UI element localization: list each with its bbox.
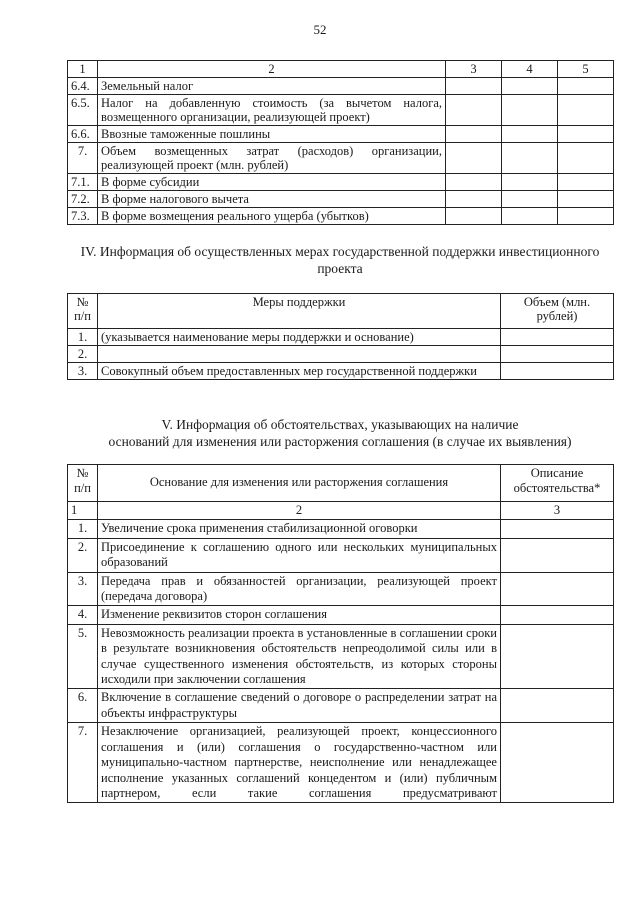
- col-header: 5: [558, 61, 614, 78]
- row-text: Увеличение срока применения стабилизационной оговорки: [98, 520, 501, 538]
- basis-header: Основание для изменения или расторжения соглашения: [98, 465, 501, 502]
- row-text: Совокупный объем предоставленных мер государственной поддержки: [98, 363, 501, 380]
- row-number: 7.: [68, 723, 98, 803]
- table-row: [68, 363, 614, 380]
- table-header-row: [68, 294, 614, 329]
- volume-header: Объем (млн.: [523, 295, 591, 309]
- row-text: В форме налогового вычета: [98, 191, 446, 208]
- col-header: 4: [502, 61, 558, 78]
- table-row: [68, 624, 614, 689]
- num-header: №: [76, 295, 89, 309]
- table-row: [68, 606, 614, 624]
- col-header: 1: [68, 61, 98, 78]
- col-number: 1: [68, 502, 98, 520]
- row-number: 3.: [68, 572, 98, 606]
- table-row: [68, 78, 614, 95]
- row-number: 1.: [68, 329, 98, 346]
- table-row: [68, 572, 614, 606]
- description-header: обстоятельства*: [513, 481, 601, 496]
- section-4-title-line: IV. Информация об осуществленных мерах государственной поддержки инвестиционного: [80, 244, 600, 259]
- num-header: п/п: [74, 481, 91, 496]
- row-number: 5.: [68, 624, 98, 689]
- row-text: Незаключение организацией, реализующей проект, концессионного соглашения и (или) соглашения о государственно-частном или муниципально-частном партнерстве, неисполнение или ненадлежащее исполнение указанных соглашений концедентом и (или) публичным партнером, если такие соглашения предусматривают: [98, 723, 501, 803]
- row-text: Объем возмещенных затрат (расходов) организации, реализующей проект (млн. рублей): [98, 143, 446, 174]
- row-text: Невозможность реализации проекта в установленные в соглашении сроки в результате возникновения обстоятельств непреодолимой силы или в случае существенного изменения обстоятельств, из которых стороны исходили при заключении соглашения: [98, 624, 501, 689]
- row-number: 2.: [68, 538, 98, 572]
- table-row: [68, 174, 614, 191]
- row-text: Налог на добавленную стоимость (за вычетом налога, возмещенного организации, реализующей проект): [98, 95, 446, 126]
- col-header: 3: [446, 61, 502, 78]
- section-5-title-line: оснований для изменения или расторжения соглашения (в случае их выявления): [108, 434, 572, 449]
- row-text: В форме возмещения реального ущерба (убытков): [98, 208, 446, 225]
- table-row: [68, 126, 614, 143]
- section-5-title-line: V. Информация об обстоятельствах, указывающих на наличие: [161, 417, 519, 432]
- num-header: №: [76, 466, 89, 480]
- row-text: Присоединение к соглашению одного или нескольких муниципальных образований: [98, 538, 501, 572]
- row-number: 4.: [68, 606, 98, 624]
- row-number: 6.: [68, 689, 98, 723]
- support-measures-table: [67, 293, 614, 380]
- volume-header: рублей): [536, 309, 578, 323]
- row-number: 7.: [68, 143, 98, 174]
- section-4-heading: [60, 243, 620, 277]
- row-number: 6.6.: [68, 126, 98, 143]
- row-text: Земельный налог: [98, 78, 446, 95]
- row-text: Передача прав и обязанностей организации, реализующей проект (передача договора): [98, 572, 501, 606]
- row-text: Ввозные таможенные пошлины: [98, 126, 446, 143]
- table-row: [68, 95, 614, 126]
- column-numbers-row: [68, 502, 614, 520]
- row-number: 1.: [68, 520, 98, 538]
- row-number: 7.1.: [68, 174, 98, 191]
- table-row: [68, 329, 614, 346]
- table-row: [68, 520, 614, 538]
- row-number: 7.3.: [68, 208, 98, 225]
- table-row: [68, 723, 614, 803]
- num-header: п/п: [74, 309, 91, 323]
- row-number: 6.4.: [68, 78, 98, 95]
- table-row: [68, 346, 614, 363]
- description-header: Описание: [530, 466, 584, 480]
- row-number: 6.5.: [68, 95, 98, 126]
- row-text: Включение в соглашение сведений о договоре о распределении затрат на объекты инфраструктуры: [98, 689, 501, 723]
- row-text: В форме субсидии: [98, 174, 446, 191]
- col-number: 3: [501, 502, 614, 520]
- row-text: (указывается наименование меры поддержки и основание): [98, 329, 501, 346]
- table-row: [68, 538, 614, 572]
- tax-table: [67, 60, 614, 225]
- row-text: Изменение реквизитов сторон соглашения: [98, 606, 501, 624]
- section-5-heading: [60, 416, 620, 450]
- table-row: [68, 689, 614, 723]
- section-4-title-line: проекта: [317, 261, 363, 276]
- table-header-row: [68, 465, 614, 502]
- table-header-row: [68, 61, 614, 78]
- row-text: [98, 346, 501, 363]
- page-number: 52: [313, 22, 327, 37]
- table-row: [68, 208, 614, 225]
- circumstances-table: [67, 464, 614, 803]
- table-row: [68, 191, 614, 208]
- measures-header: Меры поддержки: [98, 294, 501, 329]
- col-number: 2: [98, 502, 501, 520]
- col-header: 2: [98, 61, 446, 78]
- row-number: 3.: [68, 363, 98, 380]
- table-row: [68, 143, 614, 174]
- row-number: 7.2.: [68, 191, 98, 208]
- row-number: 2.: [68, 346, 98, 363]
